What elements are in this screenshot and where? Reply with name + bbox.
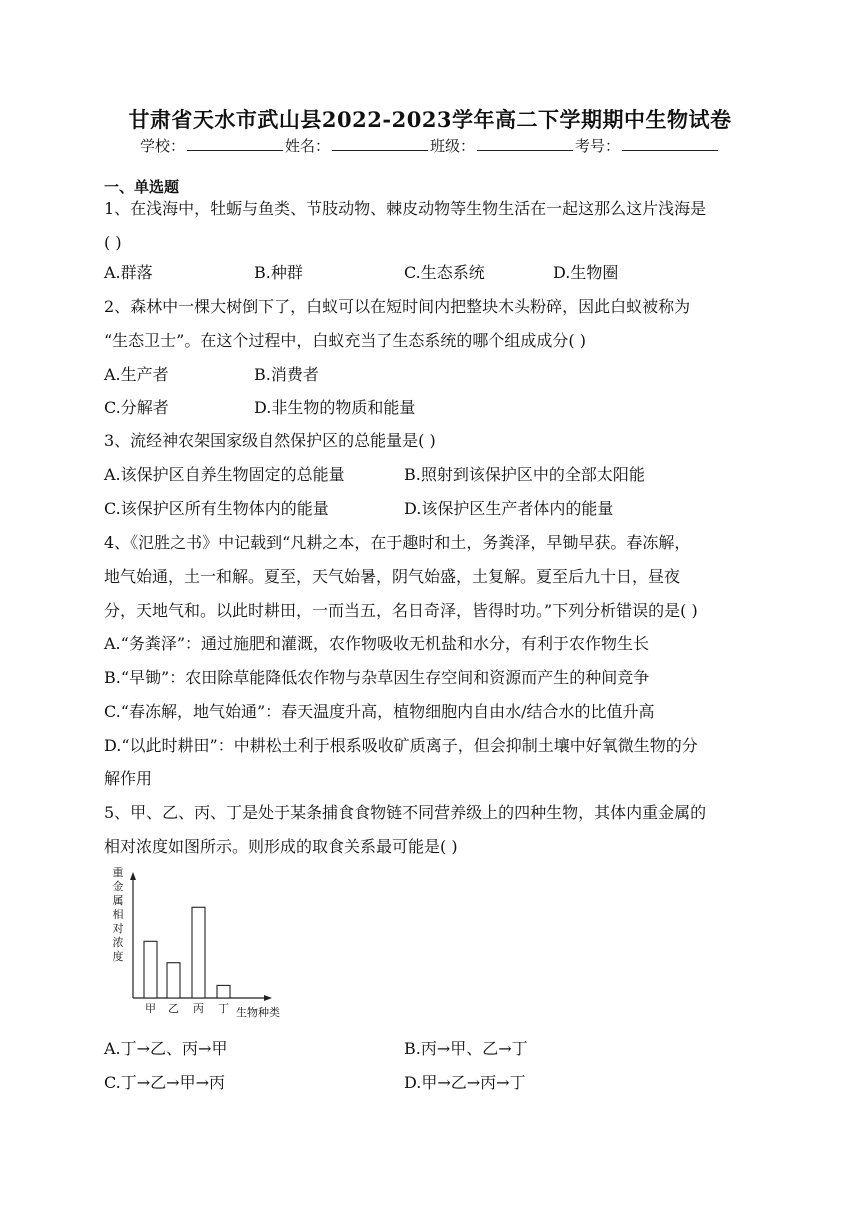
class-blank[interactable] (477, 134, 573, 151)
x-tick-label: 丁 (218, 1002, 229, 1015)
name-blank[interactable] (332, 134, 428, 151)
q2-option-a[interactable]: A.生产者 (104, 365, 169, 384)
question-2-line-2: “生态卫士”。在这个过程中，白蚁充当了生态系统的哪个组成成分( ) (104, 331, 586, 350)
q5-option-c[interactable]: C.丁→乙→甲→丙 (104, 1073, 225, 1092)
q2-option-d[interactable]: D.非生物的物质和能量 (254, 398, 416, 417)
q4-option-b[interactable]: B.“早锄”：农田除草能降低农作物与杂草因生存空间和资源而产生的种间竞争 (104, 668, 650, 687)
exam-no-blank[interactable] (622, 134, 718, 151)
question-3-line-1: 3、流经神农架国家级自然保护区的总能量是( ) (104, 431, 436, 450)
q4-option-d[interactable]: D.“以此时耕田”：中耕松土利于根系吸收矿质离子，但会抑制土壤中好氧微生物的分 (104, 736, 698, 755)
q1-option-c[interactable]: C.生态系统 (404, 263, 485, 282)
section-heading: 一、单选题 (104, 178, 180, 196)
exam-no-label: 考号： (575, 137, 621, 155)
heavy-metal-bar-chart (100, 862, 300, 1032)
x-tick-label: 丙 (193, 1002, 204, 1015)
q5-option-d[interactable]: D.甲→乙→丙→丁 (404, 1073, 526, 1092)
x-tick-label: 甲 (145, 1002, 156, 1015)
q2-option-c[interactable]: C.分解者 (104, 398, 169, 417)
q4-option-d-cont: 解作用 (104, 769, 153, 788)
question-5-line-2: 相对浓度如图所示。则形成的取食关系最可能是( ) (104, 837, 458, 856)
name-label: 姓名： (284, 137, 330, 155)
school-label: 学校： (139, 137, 185, 155)
x-axis-label: 生物种类 (236, 1006, 280, 1019)
question-1-line-2: ( ) (104, 233, 122, 252)
question-4-line-1: 4、《氾胜之书》中记载到“凡耕之本，在于趣时和土，务粪泽，早锄早获。春冻解， (104, 533, 691, 552)
y-axis-arrow (130, 872, 136, 880)
question-1-line-1: 1、在浅海中，牡蛎与鱼类、节肢动物、棘皮动物等生物生活在一起这那么这片浅海是 (104, 199, 707, 218)
y-axis-label: 重金属相对浓度 (112, 866, 124, 963)
question-4-line-2: 地气始通，土一和解。夏至，天气始暑，阴气始盛，土复解。夏至后九十日，昼夜 (104, 567, 681, 586)
q1-option-a[interactable]: A.群落 (104, 263, 153, 282)
q3-option-c[interactable]: C.该保护区所有生物体内的能量 (104, 499, 329, 518)
bar-乙 (167, 963, 180, 998)
bar-丁 (217, 985, 230, 998)
x-axis-arrow (264, 995, 272, 1001)
class-label: 班级： (430, 137, 476, 155)
q3-option-a[interactable]: A.该保护区自养生物固定的总能量 (104, 465, 345, 484)
bar-甲 (144, 941, 157, 998)
q4-option-c[interactable]: C.“春冻解，地气始通”：春天温度升高，植物细胞内自由水/结合水的比值升高 (104, 702, 655, 721)
bar-丙 (192, 907, 205, 998)
q2-option-b[interactable]: B.消费者 (254, 365, 319, 384)
question-5-line-1: 5、甲、乙、丙、丁是处于某条捕食食物链不同营养级上的四种生物，其体内重金属的 (104, 803, 707, 822)
student-info-line (0, 134, 860, 156)
x-tick-label: 乙 (168, 1002, 179, 1015)
exam-title: 甘肃省天水市武山县2022-2023学年高二下学期期中生物试卷 (128, 107, 732, 132)
q5-option-a[interactable]: A.丁→乙、丙→甲 (104, 1039, 228, 1058)
q1-option-d[interactable]: D.生物圈 (553, 263, 619, 282)
q1-option-b[interactable]: B.种群 (254, 263, 303, 282)
question-2-line-1: 2、森林中一棵大树倒下了，白蚁可以在短时间内把整块木头粉碎，因此白蚁被称为 (104, 297, 691, 316)
school-blank[interactable] (187, 134, 283, 151)
q3-option-b[interactable]: B.照射到该保护区中的全部太阳能 (404, 465, 645, 484)
q3-option-d[interactable]: D.该保护区生产者体内的能量 (404, 499, 614, 518)
question-4-line-3: 分，天地气和。以此时耕田，一而当五，名日奇泽，皆得时功。”下列分析错误的是( ) (104, 601, 698, 620)
q4-option-a[interactable]: A.“务粪泽”：通过施肥和灌溉，农作物吸收无机盐和水分，有利于农作物生长 (104, 634, 650, 653)
q5-option-b[interactable]: B.丙→甲、乙→丁 (404, 1039, 528, 1058)
